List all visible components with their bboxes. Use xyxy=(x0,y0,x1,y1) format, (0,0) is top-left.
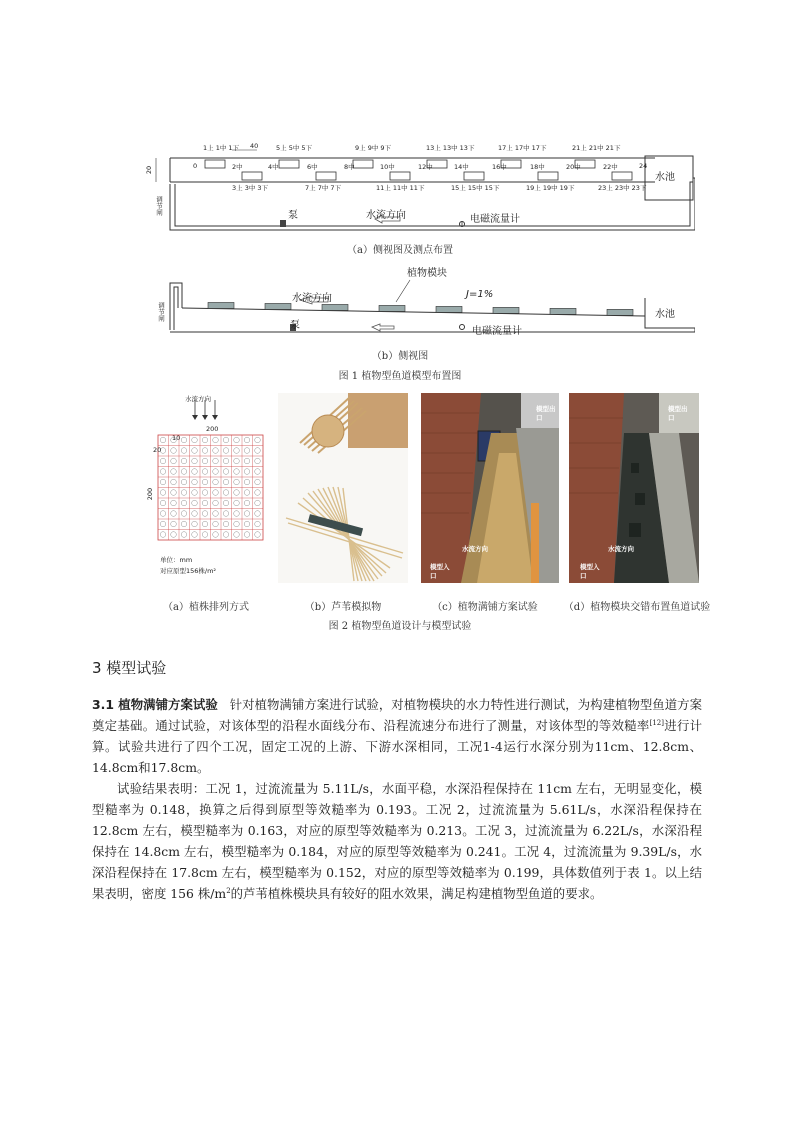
plant-dot xyxy=(234,458,240,464)
plant-dot xyxy=(181,521,187,527)
plant-dot xyxy=(255,448,261,454)
label-upper-13: 13上 13中 13下 xyxy=(426,144,475,152)
plant-dot xyxy=(244,437,250,443)
pool-label-b: 水池 xyxy=(655,309,675,320)
plant-dot xyxy=(234,500,240,506)
fig1a-caption: （a）侧视图及测点布置 xyxy=(347,245,453,256)
lower-vegetation-block xyxy=(390,172,410,180)
plant-dot xyxy=(171,469,177,475)
flow-direction-label: 水流方向 xyxy=(366,210,406,221)
upper-vegetation-block xyxy=(279,160,299,168)
grid-unit: 单位：mm xyxy=(160,556,193,564)
plant-dot xyxy=(202,521,208,527)
plant-dot xyxy=(255,458,261,464)
plant-dot xyxy=(192,437,198,443)
dim-40: 40 xyxy=(250,142,259,150)
plant-dot xyxy=(223,532,229,538)
plant-dot xyxy=(192,521,198,527)
label-lower-19: 19上 19中 19下 xyxy=(526,184,575,192)
plant-dot xyxy=(171,532,177,538)
plant-dot xyxy=(255,479,261,485)
plant-dot xyxy=(181,469,187,475)
section-2: 2中 xyxy=(232,163,243,171)
label-upper-21: 21上 21中 21下 xyxy=(572,144,621,152)
lower-vegetation-block xyxy=(242,172,262,180)
plant-dot xyxy=(255,490,261,496)
flow-direction-label-b: 水流方向 xyxy=(292,293,332,304)
vegetation-module xyxy=(322,304,348,310)
dim-20: 20 xyxy=(145,165,154,175)
label-upper-9: 9上 9中 9下 xyxy=(355,144,392,152)
plant-dot xyxy=(202,532,208,538)
pump-label: 泵 xyxy=(288,210,298,221)
plant-dot xyxy=(255,437,261,443)
plant-dot xyxy=(202,490,208,496)
grid-flow-label: 水流方向 xyxy=(185,395,211,403)
plant-dot xyxy=(234,511,240,517)
upper-vegetation-block xyxy=(353,160,373,168)
plant-dot xyxy=(202,448,208,454)
plant-dot xyxy=(244,458,250,464)
plant-dot xyxy=(223,437,229,443)
module-label: 植物模块 xyxy=(407,268,447,279)
vegetation-module xyxy=(550,308,576,314)
plant-dot xyxy=(160,458,166,464)
figure-1b-diagram xyxy=(160,268,695,343)
plant-dot xyxy=(171,511,177,517)
section-16: 16中 xyxy=(492,163,507,171)
plant-dot xyxy=(244,479,250,485)
label-upper-17: 17上 17中 17下 xyxy=(498,144,547,152)
plant-dot xyxy=(181,490,187,496)
outlet-label-d: 模型出口 xyxy=(668,405,688,422)
plant-dot xyxy=(192,500,198,506)
valve-label: 调节闸 xyxy=(155,196,163,216)
pool-label: 水池 xyxy=(655,172,675,183)
plant-dot xyxy=(202,469,208,475)
plant-dot xyxy=(255,500,261,506)
plant-dot xyxy=(234,490,240,496)
section-8: 8中 xyxy=(344,163,355,171)
plant-dot xyxy=(171,521,177,527)
plant-dot xyxy=(181,511,187,517)
plant-dot xyxy=(213,437,219,443)
lower-vegetation-block xyxy=(464,172,484,180)
lower-vegetation-block xyxy=(538,172,558,180)
plant-dot xyxy=(192,511,198,517)
label-upper-1: 1上 1中 1下 xyxy=(203,144,240,152)
section-0: 0 xyxy=(193,162,198,170)
grid-dim-200: 200 xyxy=(206,425,219,433)
grid-dim-20: 20 xyxy=(153,446,162,454)
paragraph-1 xyxy=(92,694,702,778)
valve-label-b: 调节闸 xyxy=(157,302,165,322)
plant-dot xyxy=(202,511,208,517)
plant-dot xyxy=(223,469,229,475)
fig2d-caption: （d）植物模块交错布置鱼道试验 xyxy=(563,602,711,613)
plant-dot xyxy=(234,448,240,454)
label-lower-11: 11上 11中 11下 xyxy=(376,184,425,192)
plant-dot xyxy=(244,448,250,454)
plant-dot xyxy=(171,500,177,506)
plant-dot xyxy=(234,437,240,443)
plant-dot xyxy=(234,469,240,475)
plant-dot xyxy=(160,479,166,485)
fig2a-caption: （a）植株排列方式 xyxy=(163,602,249,613)
plant-dot xyxy=(244,532,250,538)
plant-dot xyxy=(192,469,198,475)
fig2-caption: 图 2 植物型鱼道设计与模型试验 xyxy=(328,621,472,632)
plant-dot xyxy=(255,532,261,538)
plant-dot xyxy=(202,458,208,464)
plant-dot xyxy=(244,500,250,506)
plant-dot xyxy=(171,479,177,485)
plant-dot xyxy=(192,490,198,496)
plant-dot xyxy=(223,511,229,517)
plant-dot xyxy=(213,500,219,506)
grid-dim-200v: 200 xyxy=(146,487,155,501)
upper-vegetation-block xyxy=(205,160,225,168)
inlet-label-d: 模型入口 xyxy=(580,563,600,580)
plant-dot xyxy=(213,511,219,517)
fig2b-caption: （b）芦苇模拟物 xyxy=(304,602,382,613)
lower-vegetation-block xyxy=(316,172,336,180)
plant-dot xyxy=(181,532,187,538)
lower-vegetation-block xyxy=(612,172,632,180)
section-3-1-body xyxy=(92,694,702,904)
plant-dot xyxy=(234,521,240,527)
label-lower-3: 3上 3中 3下 xyxy=(232,184,269,192)
paragraph-2-text-b: 的芦苇植株模块具有较好的阻水效果，满足构建植物型鱼道的要求。 xyxy=(230,886,603,901)
plant-dot xyxy=(255,521,261,527)
fig1b-caption: （b）侧视图 xyxy=(371,351,429,362)
plant-dot xyxy=(213,521,219,527)
fig1-caption: 图 1 植物型鱼道模型布置图 xyxy=(338,371,462,382)
plant-dot xyxy=(160,511,166,517)
plant-dot xyxy=(244,511,250,517)
flow-label-d: 水流方向 xyxy=(608,545,634,553)
slope-label: J=1% xyxy=(466,289,494,300)
plant-dot xyxy=(202,479,208,485)
section-title: 3 模型试验 xyxy=(92,659,167,677)
subsection-heading: 3.1 植物满铺方案试验 xyxy=(92,697,218,712)
plant-dot xyxy=(202,500,208,506)
plant-dot xyxy=(192,479,198,485)
plant-dot xyxy=(234,479,240,485)
meter-label-b: 电磁流量计 xyxy=(472,326,522,337)
vegetation-module xyxy=(379,305,405,311)
vegetation-module xyxy=(436,306,462,312)
plant-grid-diagram xyxy=(148,395,270,580)
plant-dot xyxy=(213,458,219,464)
plant-dot xyxy=(213,448,219,454)
section-10: 10中 xyxy=(380,163,395,171)
plant-dot xyxy=(192,532,198,538)
section-18: 18中 xyxy=(530,163,545,171)
section-6: 6中 xyxy=(307,163,318,171)
plant-dot xyxy=(171,448,177,454)
vegetation-module xyxy=(265,303,291,309)
plant-dot xyxy=(244,469,250,475)
label-lower-23: 23上 23中 23下 xyxy=(598,184,647,192)
plant-dot xyxy=(244,521,250,527)
plant-dot xyxy=(223,490,229,496)
plant-dot xyxy=(223,521,229,527)
pump-label-b: 泵 xyxy=(290,320,300,331)
vegetation-module xyxy=(493,307,519,313)
paragraph-2-text-a: 试验结果表明：工况 1，过流流量为 5.11L/s，水面平稳，水深沿程保持在 11cm 左右，无明显变化，模型糙率为 0.148，换算之后得到原型等效糙率为 0.193。工况 2，过流流量为 5.61L/s，水深沿程保持在 12.8cm 左右，模型糙率为 0.163，对应的原型等效糙率为 0.213。工况 3，过流流量为 6.22L/s，水深沿程保持在 14.8cm 左右，模型糙率为 0.184，对应的原型等效糙率为 0.241。工况 4，过流流量为 9.39L/s，水深沿程保持在 17.8cm 左右，模型糙率为 0.152，对应的原型等效糙率为 0.199，具体数值列于表 1。以上结果表明，密度 156 株/m xyxy=(92,781,702,901)
plant-dot xyxy=(244,490,250,496)
plant-dot xyxy=(160,521,166,527)
plant-dot xyxy=(213,479,219,485)
plant-dot xyxy=(202,437,208,443)
plant-dot xyxy=(223,448,229,454)
plant-dot xyxy=(255,511,261,517)
section-20: 20中 xyxy=(566,163,581,171)
plant-dot xyxy=(171,458,177,464)
plant-dot xyxy=(213,532,219,538)
section-12: 12中 xyxy=(418,163,433,171)
plant-dot xyxy=(181,479,187,485)
plant-dot xyxy=(223,500,229,506)
plant-dot xyxy=(160,532,166,538)
plant-dot xyxy=(181,448,187,454)
plant-dot xyxy=(160,469,166,475)
reference-12: [12] xyxy=(649,718,664,727)
plant-dot xyxy=(223,479,229,485)
plant-dot xyxy=(160,490,166,496)
label-upper-5: 5上 5中 5下 xyxy=(276,144,313,152)
inlet-label-c: 模型入口 xyxy=(430,563,450,580)
plant-dot xyxy=(181,437,187,443)
plant-dot xyxy=(192,458,198,464)
plant-dot xyxy=(181,500,187,506)
fig2c-caption: （c）植物满铺方案试验 xyxy=(432,602,538,613)
section-4: 4中 xyxy=(268,163,279,171)
plant-dot xyxy=(160,500,166,506)
grid-dim-10: 10 xyxy=(172,434,181,442)
plant-dot xyxy=(192,448,198,454)
section-14: 14中 xyxy=(454,163,469,171)
reed-sticks-photo xyxy=(278,393,408,583)
section-24: 24 xyxy=(639,162,648,170)
label-lower-7: 7上 7中 7下 xyxy=(305,184,342,192)
plant-dot xyxy=(234,532,240,538)
plant-dot xyxy=(160,437,166,443)
paragraph-2 xyxy=(92,778,702,904)
grid-density: 对应原型156株/m² xyxy=(160,567,217,575)
outlet-label-c: 模型出口 xyxy=(536,405,556,422)
vegetation-module xyxy=(208,302,234,308)
vegetation-module xyxy=(607,309,633,315)
section-22: 22中 xyxy=(603,163,618,171)
flow-label-c: 水流方向 xyxy=(462,545,488,553)
paragraph-1-text-b: 进行计算。试验共进行了四个工况，固定工况的上游、下游水深相同，工况1-4运行水深分别为11cm、12.8cm、14.8cm和17.8cm。 xyxy=(92,718,703,775)
plant-dot xyxy=(223,458,229,464)
label-lower-15: 15上 15中 15下 xyxy=(451,184,500,192)
superscript-2: 2 xyxy=(226,886,231,895)
plant-dot xyxy=(181,458,187,464)
plant-dot xyxy=(213,490,219,496)
plant-dot xyxy=(213,469,219,475)
plant-dot xyxy=(255,469,261,475)
plant-dot xyxy=(171,490,177,496)
meter-label: 电磁流量计 xyxy=(470,214,520,225)
paragraph-1-text-a: 针对植物满铺方案进行试验，对植物模块的水力特性进行测试，为构建植物型鱼道方案奠定基础。通过试验，对该体型的沿程水面线分布、沿程流速分布进行了测量，对该体型的等效糙率 xyxy=(92,697,702,733)
